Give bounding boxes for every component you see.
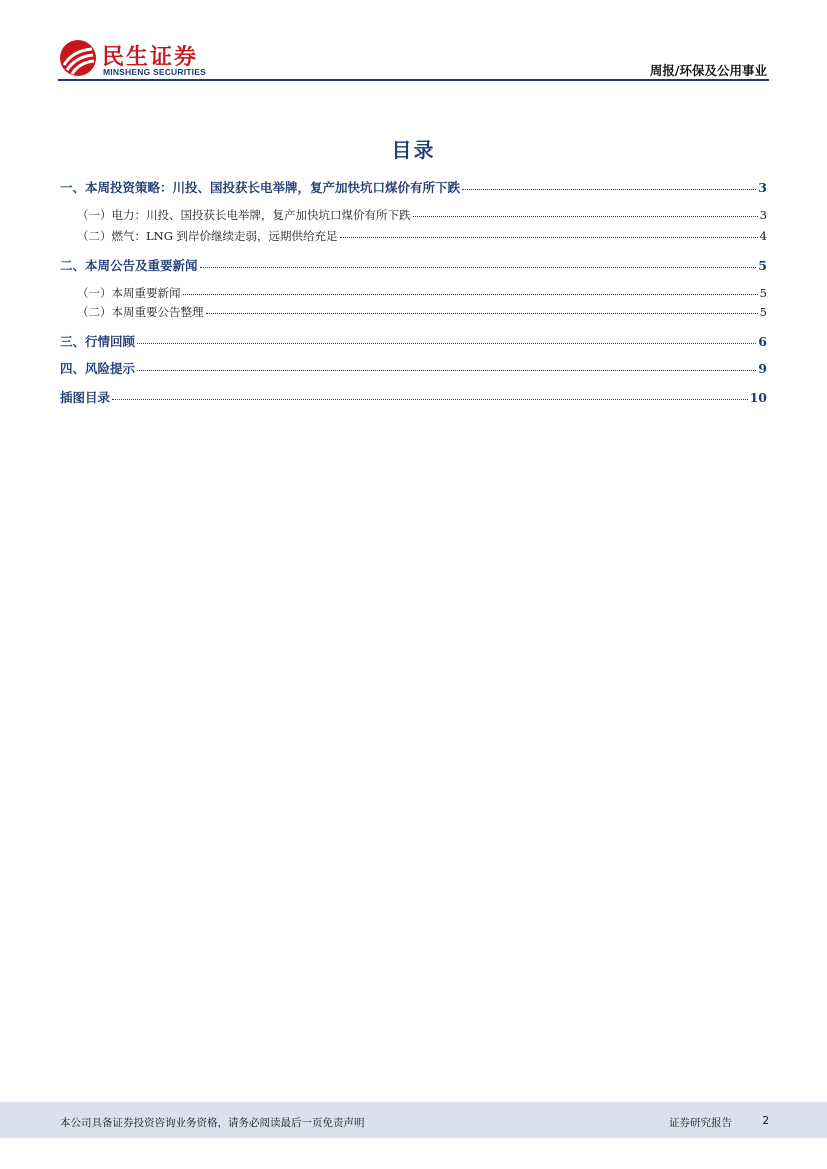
toc-entry-text: 二、本周公告及重要新闻 [60,258,198,273]
dot-leader [137,342,756,344]
toc-entry-figure-index[interactable] [60,388,767,406]
toc-entry-page: 3 [759,208,767,222]
header-divider [58,79,769,81]
toc-entry-section-1-2[interactable] [60,228,767,244]
toc-entry-page: 5 [758,258,767,273]
page-header [0,0,827,90]
footer-disclaimer: 本公司具备证券投资咨询业务资格，请务必阅读最后一页免责声明 [60,1117,365,1129]
toc-entry-page: 5 [759,286,767,300]
toc-entry-page: 9 [758,361,767,376]
toc-title: 目录 [391,138,436,162]
toc-entry-section-1-1[interactable] [60,207,767,223]
toc-entry-page: 6 [758,334,767,349]
page-footer [0,1102,827,1138]
toc-entry-text: （二）燃气：LNG 到岸价继续走弱，远期供给充足 [77,229,338,243]
toc-entry-text: （一）本周重要新闻 [77,286,181,300]
dot-leader [183,293,758,295]
toc-entry-page: 5 [759,305,767,319]
dot-leader [112,398,748,400]
footer-page-number: 2 [762,1115,769,1127]
dot-leader [206,312,758,314]
dot-leader [413,215,758,217]
toc-entry-section-2-2[interactable] [60,304,767,320]
dot-leader [462,188,756,190]
toc-entry-section-4[interactable] [60,359,767,377]
report-category: 周报/环保及公用事业 [649,63,767,78]
minsheng-logo [58,38,248,80]
toc-entry-section-3[interactable] [60,332,767,350]
toc-entry-section-2[interactable] [60,256,767,274]
toc-entry-text: 插图目录 [60,390,111,405]
toc-entry-text: 一、本周投资策略：川投、国投获长电举牌，复产加快坑口煤价有所下跌 [60,180,461,195]
logo-english-name: MINSHENG SECURITIES [103,67,206,77]
toc-entry-text: （二）本周重要公告整理 [77,305,204,319]
toc-entry-page: 3 [758,180,767,195]
toc-entry-section-2-1[interactable] [60,285,767,301]
toc-entry-page: 10 [749,390,767,405]
logo-chinese-name: 民生证券 [102,45,199,70]
toc-entry-section-1[interactable] [60,178,767,196]
dot-leader [200,266,757,268]
toc-entry-page: 4 [759,229,767,243]
dot-leader [137,369,756,371]
toc-entry-text: 三、行情回顾 [60,334,136,349]
footer-report-type: 证券研究报告 [669,1117,732,1129]
dot-leader [340,236,758,238]
minsheng-logo-icon [58,38,98,78]
toc-entry-text: 四、风险提示 [60,361,136,376]
toc-entry-text: （一）电力：川投、国投获长电举牌，复产加快坑口煤价有所下跌 [77,208,411,222]
